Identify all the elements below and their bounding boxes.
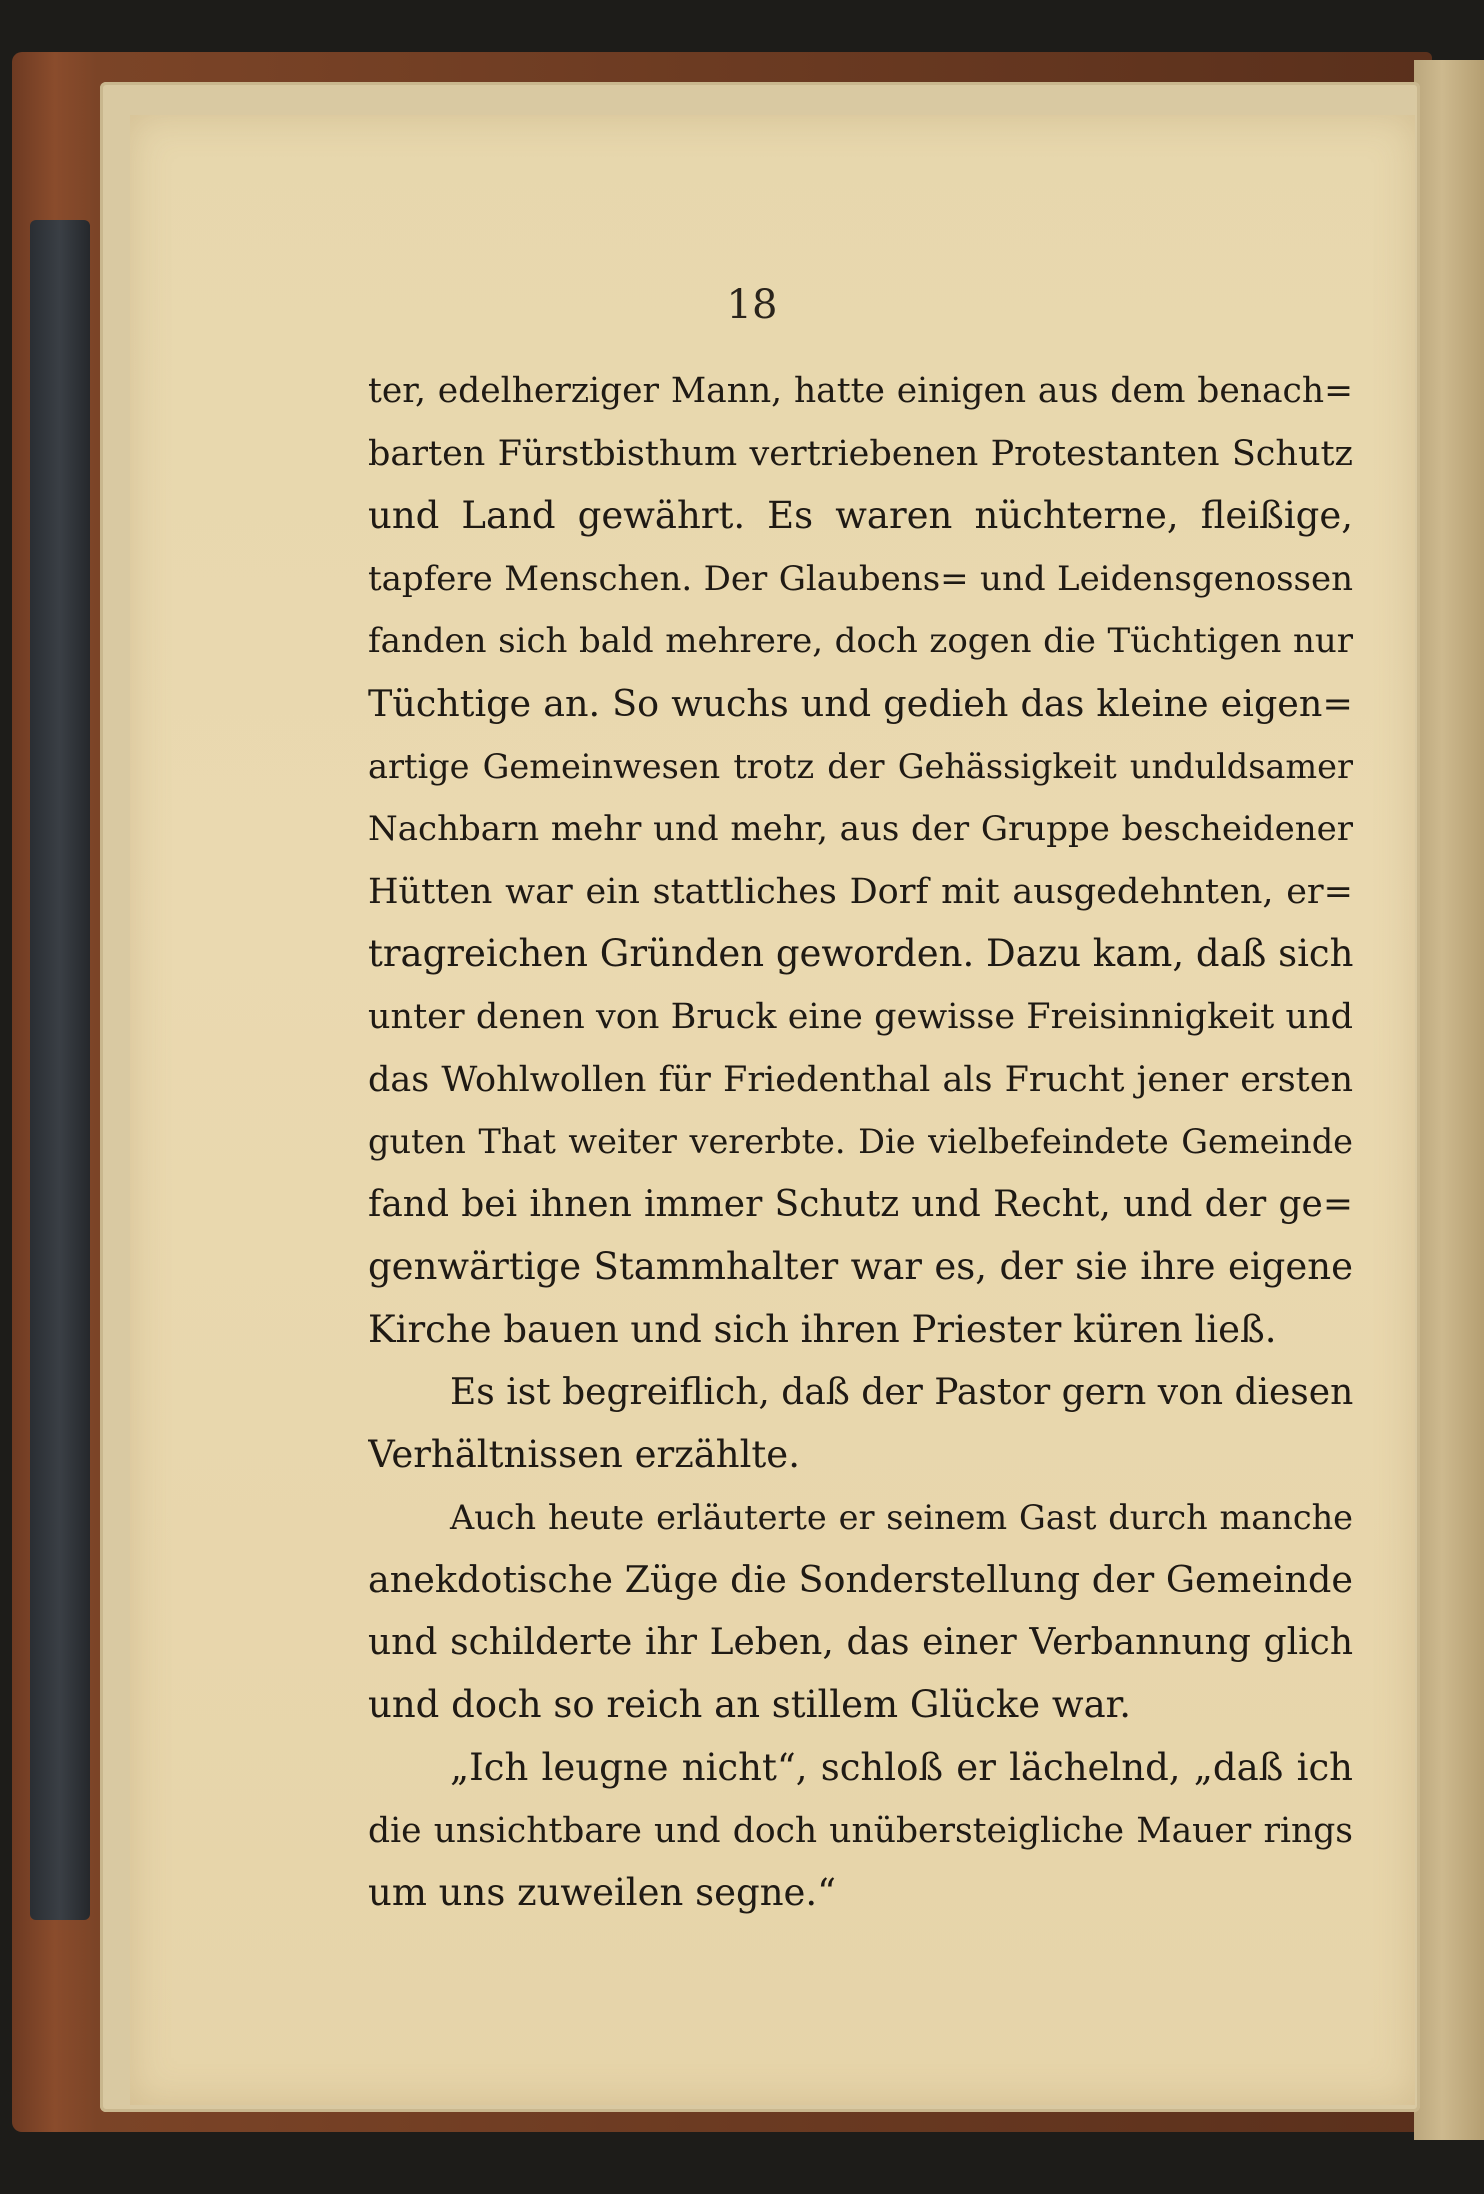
body-text	[368, 360, 1353, 1925]
text-line: anekdotische Züge die Sonderstellung der Gemeinde	[368, 1558, 1353, 1602]
text-line: und doch so reich an stillem Glücke war.	[368, 1683, 1132, 1727]
text-line: fand bei ihnen immer Schutz und Recht, und der ge=	[368, 1183, 1353, 1225]
text-line: artige Gemeinwesen trotz der Gehässigkeit unduldsamer	[368, 746, 1353, 786]
text-line: die unsichtbare und doch unübersteigliche Mauer rings	[368, 1810, 1353, 1851]
text-line: Verhältnissen erzählte.	[368, 1433, 800, 1477]
text-line: und schilderte ihr Leben, das einer Verbannung glich	[368, 1621, 1353, 1663]
text-line: „Ich leugne nicht“, schloß er lächelnd, „daß ich	[450, 1746, 1353, 1790]
text-line: fanden sich bald mehrere, doch zogen die Tüchtigen nur	[368, 621, 1353, 662]
cover-spine-cloth	[30, 220, 90, 1920]
page-number: 18	[726, 282, 778, 328]
text-line: Kirche bauen und sich ihren Priester küren ließ.	[368, 1307, 1277, 1351]
text-line: ter, edelherziger Mann, hatte einigen aus dem benach=	[368, 371, 1353, 411]
text-line: Hütten war ein stattliches Dorf mit ausgedehnten, er=	[368, 871, 1353, 912]
text-line: genwärtige Stammhalter war es, der sie ihre eigene	[368, 1245, 1353, 1289]
text-line: guten That weiter vererbte. Die vielbefeindete Gemeinde	[368, 1122, 1353, 1162]
facing-page-edge	[1414, 60, 1484, 2140]
text-line: tapfere Menschen. Der Glaubens= und Leidensgenossen	[368, 558, 1353, 599]
text-line: tragreichen Gründen geworden. Dazu kam, daß sich	[368, 932, 1353, 976]
text-line: unter denen von Bruck eine gewisse Freisinnigkeit und	[368, 996, 1353, 1037]
text-line: das Wohlwollen für Friedenthal als Frucht jener ersten	[368, 1059, 1353, 1100]
text-line: barten Fürstbisthum vertriebenen Protestanten Schutz	[368, 433, 1353, 474]
text-line: und Land gewährt. Es waren nüchterne, fleißige,	[368, 494, 1353, 538]
text-line: Tüchtige an. So wuchs und gedieh das kleine eigen=	[368, 681, 1353, 725]
text-line: Es ist begreiflich, daß der Pastor gern von diesen	[450, 1371, 1353, 1413]
text-line: Nachbarn mehr und mehr, aus der Gruppe bescheidener	[368, 809, 1353, 850]
text-line: um uns zuweilen segne.“	[368, 1871, 837, 1915]
text-line: Auch heute erläuterte er seinem Gast durch manche	[450, 1497, 1353, 1537]
